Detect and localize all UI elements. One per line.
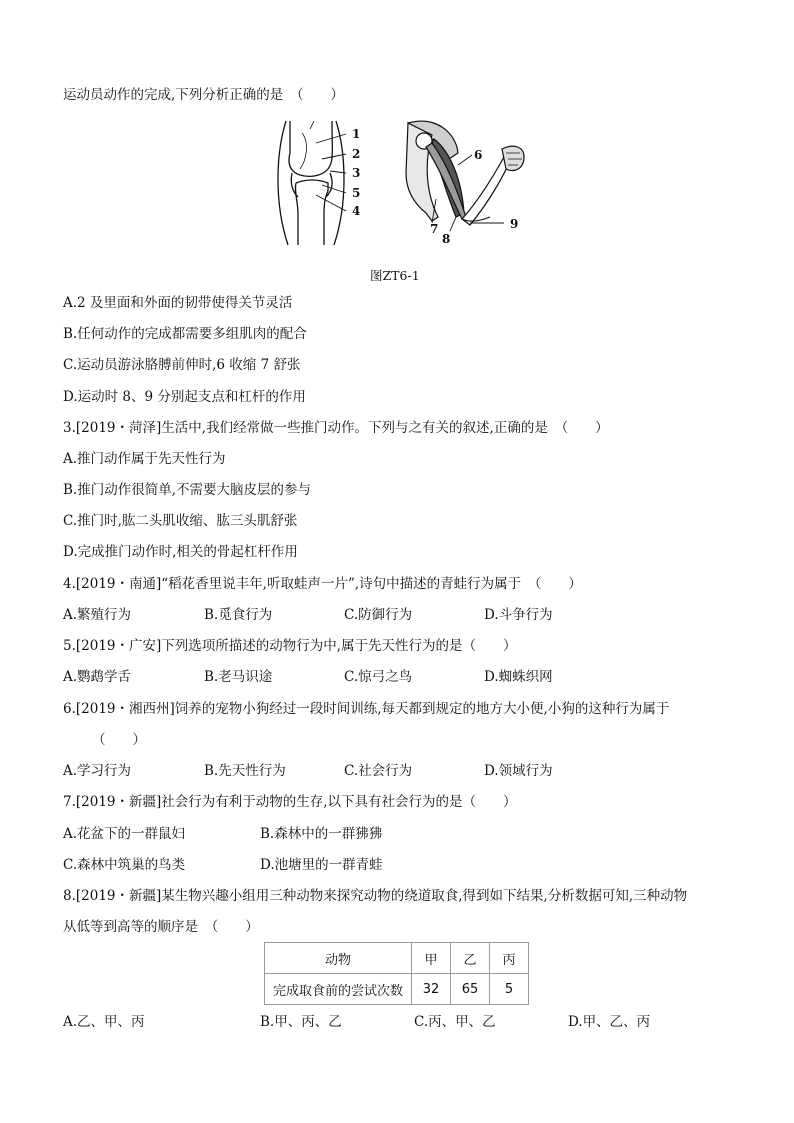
- q5-option-c: C.惊弓之鸟: [344, 669, 413, 685]
- q6-option-d: D.领域行为: [484, 763, 553, 779]
- q2-option-a: A.2 及里面和外面的韧带使得关节灵活: [63, 295, 293, 311]
- q5-option-d: D.蜘蛛织网: [484, 669, 553, 685]
- table-header-cell: 甲: [412, 943, 451, 974]
- q7-option-a: A.花盆下的一群鼠妇: [63, 826, 186, 842]
- q6-stem: 6.[2019・湘西州]饲养的宠物小狗经过一段时间训练,每天都到规定的地方大小便,小狗的这种行为属于: [63, 701, 670, 717]
- joint-label-4: 4: [352, 204, 361, 218]
- table-header-row: [265, 943, 529, 974]
- q6-stem-continued: （ ）: [92, 732, 146, 748]
- table-header-cell: 乙: [451, 943, 490, 974]
- arm-label-8: 8: [442, 232, 451, 246]
- joint-diagram: [278, 121, 346, 245]
- q4-option-c: C.防御行为: [344, 607, 413, 623]
- q7-stem: 7.[2019・新疆]社会行为有利于动物的生存,以下具有社会行为的是（ ）: [63, 794, 517, 810]
- q2-option-d: D.运动时 8、9 分别起支点和杠杆的作用: [63, 389, 306, 405]
- q2-stem: 运动员动作的完成,下列分析正确的是 （ ）: [63, 87, 345, 103]
- table-header-cell: 动物: [265, 943, 412, 974]
- table-cell: 5: [490, 974, 529, 1005]
- q4-stem: 4.[2019・南通]“稻花香里说丰年,听取蛙声一片”,诗句中描述的青蛙行为属于 （ ）: [63, 576, 582, 592]
- q8-option-c: C.丙、甲、乙: [414, 1014, 496, 1030]
- joint-label-3: 3: [352, 166, 361, 180]
- table-header-cell: 丙: [490, 943, 529, 974]
- arm-label-7: 7: [430, 222, 439, 236]
- q8-option-a: A.乙、甲、丙: [63, 1014, 145, 1030]
- q6-option-b: B.先天性行为: [204, 763, 286, 779]
- arm-label-6: 6: [474, 148, 483, 162]
- q8-data-table: [264, 942, 529, 1005]
- table-cell: 65: [451, 974, 490, 1005]
- q6-option-c: C.社会行为: [344, 763, 413, 779]
- q2-option-b: B.任何动作的完成都需要多组肌肉的配合: [63, 326, 307, 342]
- arm-label-9: 9: [510, 217, 519, 231]
- joint-label-1: 1: [352, 127, 361, 141]
- q5-option-b: B.老马识途: [204, 669, 273, 685]
- q3-option-c: C.推门时,肱二头肌收缩、肱三头肌舒张: [63, 513, 298, 529]
- q5-option-a: A.鹦鹉学舌: [63, 669, 132, 685]
- arm-diagram: [406, 121, 524, 231]
- q3-option-b: B.推门动作很简单,不需要大脑皮层的参与: [63, 482, 312, 498]
- q7-option-c: C.森林中筑巢的鸟类: [63, 857, 186, 873]
- figure-zt6-1: [266, 113, 536, 253]
- table-row: [265, 974, 529, 1005]
- q7-option-b: B.森林中的一群狒狒: [260, 826, 383, 842]
- q6-option-a: A.学习行为: [63, 763, 132, 779]
- q4-option-d: D.斗争行为: [484, 607, 553, 623]
- q8-stem-continued: 从低等到高等的顺序是 （ ）: [63, 919, 259, 935]
- q4-option-b: B.觅食行为: [204, 607, 273, 623]
- table-cell: 完成取食前的尝试次数: [265, 974, 412, 1005]
- q8-stem: 8.[2019・新疆]某生物兴趣小组用三种动物来探究动物的绕道取食,得到如下结果,分析数据可知,三种动物: [63, 888, 688, 904]
- table-cell: 32: [412, 974, 451, 1005]
- q2-option-c: C.运动员游泳胳膊前伸时,6 收缩 7 舒张: [63, 357, 301, 373]
- joint-label-2: 2: [352, 147, 361, 161]
- joint-label-5: 5: [352, 186, 361, 200]
- q3-stem: 3.[2019・菏泽]生活中,我们经常做一些推门动作。下列与之有关的叙述,正确的是 （ ）: [63, 420, 609, 436]
- q8-option-b: B.甲、丙、乙: [260, 1014, 342, 1030]
- q7-option-d: D.池塘里的一群青蛙: [260, 857, 383, 873]
- q4-option-a: A.繁殖行为: [63, 607, 132, 623]
- figure-caption: 图ZT6-1: [370, 268, 420, 283]
- q3-option-a: A.推门动作属于先天性行为: [63, 451, 226, 467]
- q5-stem: 5.[2019・广安]下列选项所描述的动物行为中,属于先天性行为的是（ ）: [63, 638, 517, 654]
- q8-option-d: D.甲、乙、丙: [568, 1014, 651, 1030]
- q3-option-d: D.完成推门动作时,相关的骨起杠杆作用: [63, 544, 298, 560]
